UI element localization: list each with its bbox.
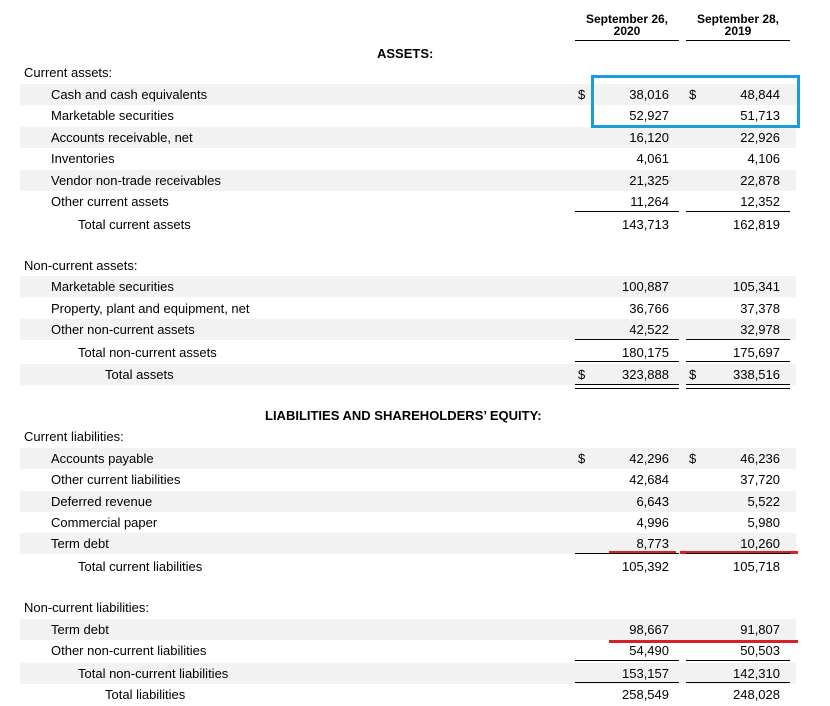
value-2019: 5,522 (747, 494, 780, 509)
value-2020: 52,927 (629, 108, 669, 123)
header-col-2019-line2: 2019 (724, 24, 752, 38)
rule-total-noncurrent-liabilities-2020 (575, 682, 679, 683)
value-2019: 338,516 (733, 367, 780, 382)
value-2019: 37,720 (740, 472, 780, 487)
value-2020: 42,522 (629, 322, 669, 337)
table-row (20, 469, 796, 490)
value-2020: 16,120 (629, 130, 669, 145)
table-row (20, 170, 796, 191)
double-rule-total-assets-2019 (686, 384, 790, 389)
header-col-2020 (575, 13, 679, 37)
value-2019: 105,718 (733, 559, 780, 574)
highlight-box-cash-securities (591, 75, 800, 128)
section-liabilities: LIABILITIES AND SHAREHOLDERS’ EQUITY: (265, 408, 542, 423)
row-label: Current assets: (24, 65, 113, 80)
value-2020: 258,549 (622, 687, 669, 702)
row-label: Term debt (51, 622, 109, 637)
rule-other-noncurrent-assets-2019 (686, 339, 790, 340)
table-row (20, 276, 796, 297)
currency-symbol: $ (578, 451, 586, 466)
value-2020: 143,713 (622, 217, 669, 232)
currency-symbol: $ (578, 87, 586, 102)
table-row (20, 684, 796, 705)
table-row (20, 191, 796, 212)
row-label: Total current liabilities (78, 559, 203, 574)
rule-term-debt-2020 (575, 553, 679, 554)
row-label: Deferred revenue (51, 494, 153, 509)
row-label: Total non-current assets (78, 345, 217, 360)
value-2020: 105,392 (622, 559, 669, 574)
double-rule-total-assets-2020 (575, 384, 679, 389)
row-label: Marketable securities (51, 108, 174, 123)
value-2020: 21,325 (629, 173, 669, 188)
value-2019: 105,341 (733, 279, 780, 294)
rule-other-noncurrent-liabilities-2020 (575, 660, 679, 661)
value-2020: 54,490 (629, 643, 669, 658)
header-col-2019-line1: September 28, (696, 12, 780, 26)
row-label: Term debt (51, 536, 109, 551)
value-2020: 153,157 (622, 666, 669, 681)
table-row (20, 597, 796, 618)
table-row (20, 342, 796, 363)
value-2020: 100,887 (622, 279, 669, 294)
row-label: Total liabilities (105, 687, 186, 702)
value-2020: 8,773 (636, 536, 669, 551)
header-col-2020-line2: 2020 (613, 24, 641, 38)
value-2019: 51,713 (740, 108, 780, 123)
section-assets: ASSETS: (377, 46, 434, 61)
value-2019: 175,697 (733, 345, 780, 360)
value-2020: 98,667 (629, 622, 669, 637)
row-label: Marketable securities (51, 279, 174, 294)
value-2020: 38,016 (629, 87, 669, 102)
currency-symbol: $ (578, 367, 586, 382)
rule-other-noncurrent-assets-2020 (575, 339, 679, 340)
header-rule-2019 (686, 40, 790, 41)
table-row (20, 298, 796, 319)
table-row (20, 214, 796, 235)
value-2019: 22,926 (740, 130, 780, 145)
value-2019: 46,236 (740, 451, 780, 466)
value-2019: 37,378 (740, 301, 780, 316)
value-2019: 4,106 (747, 151, 780, 166)
value-2020: 4,061 (636, 151, 669, 166)
table-row (20, 255, 796, 276)
rule-term-debt-2019 (686, 553, 790, 554)
value-2019: 10,260 (740, 536, 780, 551)
value-2019: 12,352 (740, 194, 780, 209)
currency-symbol: $ (689, 451, 697, 466)
header-col-2019 (686, 13, 790, 37)
value-2019: 142,310 (733, 666, 780, 681)
value-2020: 4,996 (636, 515, 669, 530)
row-label: Property, plant and equipment, net (51, 301, 250, 316)
row-label: Other current assets (51, 194, 169, 209)
header-rule-2020 (575, 40, 679, 41)
rule-total-noncurrent-assets-2019 (686, 361, 790, 362)
row-label: Total assets (105, 367, 174, 382)
value-2020: 42,684 (629, 472, 669, 487)
row-label: Total non-current liabilities (78, 666, 229, 681)
table-row (20, 619, 796, 640)
value-2019: 32,978 (740, 322, 780, 337)
value-2019: 50,503 (740, 643, 780, 658)
table-row (20, 640, 796, 661)
row-label: Total current assets (78, 217, 191, 232)
value-2019: 248,028 (733, 687, 780, 702)
table-row (20, 512, 796, 533)
row-label: Non-current liabilities: (24, 600, 149, 615)
row-label: Other current liabilities (51, 472, 181, 487)
value-2019: 48,844 (740, 87, 780, 102)
rule-total-noncurrent-liabilities-2019 (686, 682, 790, 683)
row-label: Accounts payable (51, 451, 154, 466)
row-label: Other non-current liabilities (51, 643, 207, 658)
table-row (20, 448, 796, 469)
table-row (20, 127, 796, 148)
table-row (20, 556, 796, 577)
row-label: Inventories (51, 151, 115, 166)
row-label: Non-current assets: (24, 258, 138, 273)
rule-other-noncurrent-liabilities-2019 (686, 660, 790, 661)
currency-symbol: $ (689, 367, 697, 382)
value-2020: 180,175 (622, 345, 669, 360)
value-2019: 5,980 (747, 515, 780, 530)
row-label: Current liabilities: (24, 429, 124, 444)
rule-other-current-assets-2019 (686, 211, 790, 212)
table-row (20, 663, 796, 684)
row-label: Other non-current assets (51, 322, 195, 337)
rule-total-noncurrent-assets-2020 (575, 361, 679, 362)
table-row (20, 364, 796, 385)
table-row (20, 491, 796, 512)
value-2019: 91,807 (740, 622, 780, 637)
row-label: Commercial paper (51, 515, 158, 530)
value-2020: 36,766 (629, 301, 669, 316)
header-col-2020-line1: September 26, (585, 12, 669, 26)
table-row (20, 426, 796, 447)
table-row (20, 319, 796, 340)
currency-symbol: $ (689, 87, 697, 102)
value-2019: 162,819 (733, 217, 780, 232)
row-label: Cash and cash equivalents (51, 87, 208, 102)
value-2020: 323,888 (622, 367, 669, 382)
rule-other-current-assets-2020 (575, 211, 679, 212)
table-row (20, 148, 796, 169)
value-2020: 11,264 (630, 194, 669, 209)
row-label: Accounts receivable, net (51, 130, 193, 145)
value-2019: 22,878 (740, 173, 780, 188)
highlight-underline-term-debt-noncurrent (609, 640, 798, 643)
row-label: Vendor non-trade receivables (51, 173, 221, 188)
value-2020: 42,296 (629, 451, 669, 466)
value-2020: 6,643 (636, 494, 669, 509)
